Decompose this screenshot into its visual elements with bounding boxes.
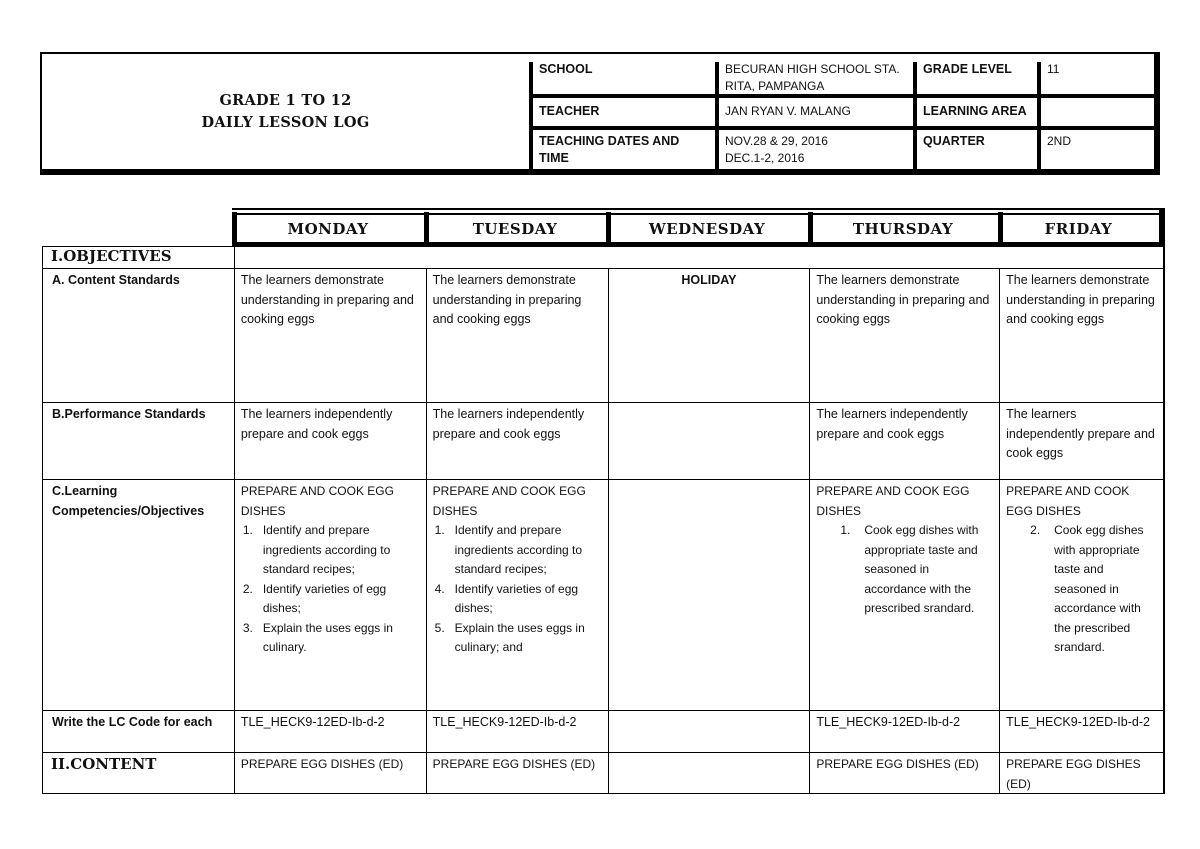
list-item: 3. Explain the uses eggs in culinary. [242,620,393,654]
day-monday-label: MONDAY [287,220,369,238]
lc-code-label: Write the LC Code for each [43,711,235,752]
learning-area-value [1043,100,1153,106]
day-header-friday [998,216,1159,246]
lc-code-thursday: TLE_HECK9-12ED-Ib-d-2 [810,711,1000,752]
list-item: 2. Identify varieties of egg dishes; [242,581,387,615]
content-standards-label: A. Content Standards [43,269,235,402]
dates-value [721,130,913,170]
list-item: 5. Explain the uses eggs in culinary; and [434,620,585,654]
day-thursday-label: THURSDAY [852,220,954,238]
dates-label: TEACHING DATES AND TIME [539,134,680,165]
competency-list [433,521,602,658]
objectives-section-row [43,247,1163,269]
lc-code-wednesday [609,711,811,752]
teacher-value: JAN RYAN V. MALANG [725,104,851,118]
lesson-log-header [40,52,1160,175]
learning-competencies-row [43,480,1163,711]
day-wednesday-label: WEDNESDAY [648,220,766,238]
day-header-row [232,208,1165,246]
learning-area-label: LEARNING AREA [923,104,1027,118]
performance-standards-friday: The learners independently prepare and cook eggs [1006,407,1155,460]
performance-standards-thursday: The learners independently prepare and cook eggs [810,403,1000,479]
day-friday-label: FRIDAY [1044,220,1113,238]
document-title [42,54,529,169]
competency-heading: PREPARE AND COOK EGG DISHES [1006,484,1130,518]
school-value: BECURAN HIGH SCHOOL STA. RITA, PAMPANGA [725,62,900,93]
competency-heading: PREPARE AND COOK EGG DISHES [432,484,586,518]
learning-competencies-monday [235,480,427,710]
content-tuesday: PREPARE EGG DISHES (ED) [427,753,609,793]
competency-list [1028,521,1157,658]
list-item: 4. Identify varieties of egg dishes; [434,581,579,615]
competency-heading: PREPARE AND COOK EGG DISHES [816,484,970,518]
content-standards-thursday: The learners demonstrate understanding in preparing and cooking eggs [810,269,1000,402]
day-header-thursday [808,216,998,246]
content-standards-row [43,269,1163,403]
content-standards-friday: The learners demonstrate understanding in preparing and cooking eggs [1006,273,1155,326]
dates-value-line-1: NOV.28 & 29, 2016 [725,134,828,148]
objectives-heading: I.OBJECTIVES [43,247,235,268]
content-wednesday [609,753,811,793]
lc-code-monday: TLE_HECK9-12ED-Ib-d-2 [235,711,427,752]
content-friday: PREPARE EGG DISHES (ED) [1006,757,1141,791]
title-line-1: GRADE 1 TO 12 [219,91,352,109]
performance-standards-row [43,403,1163,480]
grade-level-value: 11 [1047,62,1060,76]
day-header-tuesday [424,216,606,246]
teacher-label: TEACHER [539,104,600,118]
learning-competencies-friday [1000,480,1163,710]
content-row [43,753,1163,793]
content-standards-monday: The learners demonstrate understanding in preparing and cooking eggs [235,269,427,402]
header-info-grid [529,54,1156,169]
day-tuesday-label: TUESDAY [472,220,558,238]
quarter-label: QUARTER [923,134,985,148]
content-thursday: PREPARE EGG DISHES (ED) [810,753,1000,793]
list-item: 1. Identify and prepare ingredients according to standard recipes; [242,523,391,576]
lesson-grid [42,246,1165,794]
performance-standards-tuesday: The learners independently prepare and cook eggs [427,403,609,479]
content-heading: II.CONTENT [43,753,235,793]
content-monday: PREPARE EGG DISHES (ED) [235,753,427,793]
lc-code-friday: TLE_HECK9-12ED-Ib-d-2 [1006,715,1150,729]
performance-standards-monday: The learners independently prepare and cook eggs [235,403,427,479]
learning-competencies-tuesday [427,480,609,710]
list-item: 1. Identify and prepare ingredients according to standard recipes; [434,523,583,576]
competency-heading: PREPARE AND COOK EGG DISHES [240,484,394,518]
day-header-wednesday [606,216,808,246]
learning-competencies-wednesday [609,480,811,710]
school-label: SCHOOL [539,62,593,76]
content-standards-tuesday: The learners demonstrate understanding in preparing and cooking eggs [427,269,609,402]
grade-level-label: GRADE LEVEL [923,62,1012,76]
competency-list [838,521,993,619]
title-line-2: DAILY LESSON LOG [201,113,370,131]
lc-code-tuesday: TLE_HECK9-12ED-Ib-d-2 [427,711,609,752]
list-item: 1. Cook egg dishes with appropriate taste and seasoned in accordance with the prescribed srandard. [840,523,979,615]
quarter-value: 2ND [1047,134,1072,148]
learning-competencies-thursday [810,480,1000,710]
dates-value-line-2: DEC.1-2, 2016 [725,151,805,165]
list-item: 2. Cook egg dishes with appropriate taste and seasoned in accordance with the prescribed srandard. [1030,523,1144,654]
day-header-monday [232,216,424,246]
content-standards-wednesday: HOLIDAY [609,269,811,402]
performance-standards-wednesday [609,403,811,479]
learning-competencies-label: C.Learning Competencies/Objectives [43,480,235,710]
lc-code-row [43,711,1163,753]
performance-standards-label: B.Performance Standards [43,403,235,479]
competency-list [241,521,420,658]
